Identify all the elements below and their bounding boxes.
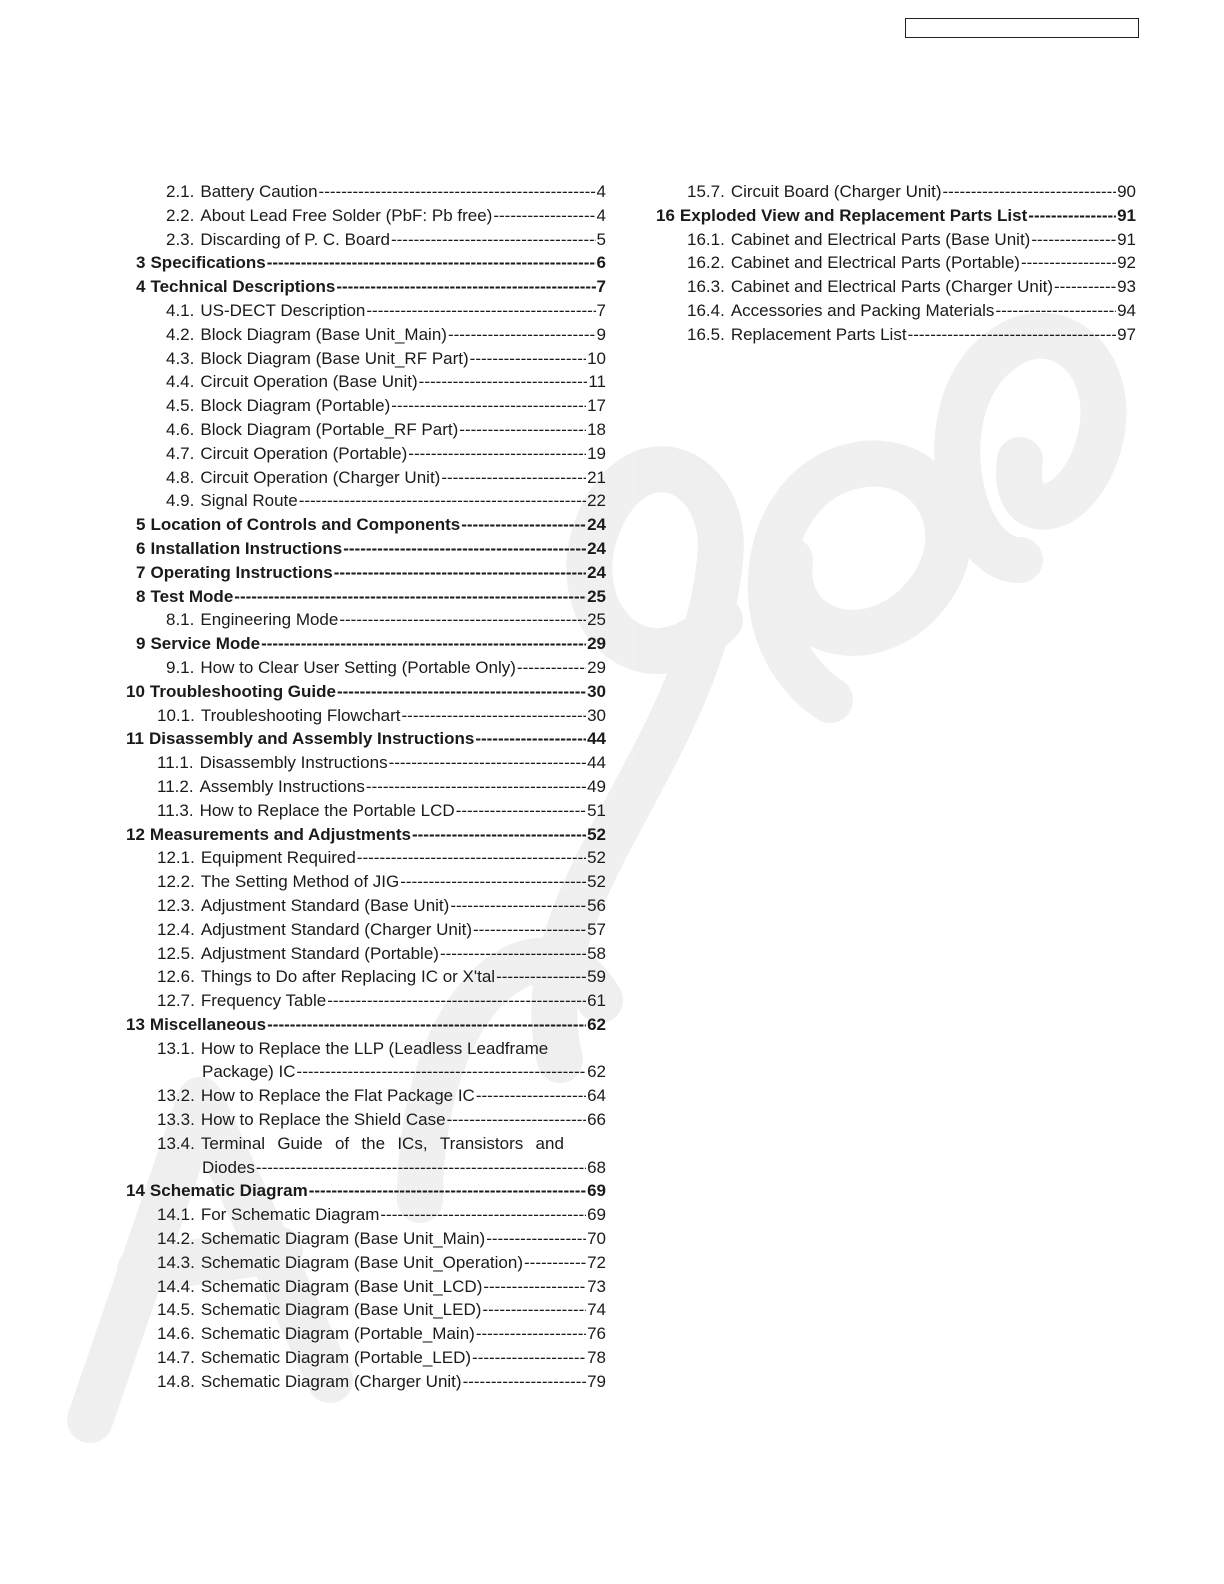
toc-entry-title: Miscellaneous — [149, 1014, 267, 1034]
toc-entry-title: Measurements and Adjustments — [149, 824, 411, 844]
toc-page-number: 94 — [1117, 300, 1136, 320]
toc-entry-title: How to Clear User Setting (Portable Only) — [200, 657, 516, 677]
toc-page-number: 18 — [587, 419, 606, 439]
toc-leader-dots — [476, 1084, 586, 1108]
toc-entry-number: 12 — [126, 824, 145, 844]
toc-chapter-entry[interactable] — [650, 204, 1136, 228]
toc-page-number: 4 — [596, 205, 606, 225]
toc-leader-dots — [448, 323, 596, 347]
toc-entry-number: 12.6. — [157, 967, 195, 987]
toc-entry-number: 5 — [136, 515, 146, 535]
toc-entry-title: Block Diagram (Base Unit_Main) — [200, 324, 447, 344]
toc-leader-dots — [493, 204, 595, 228]
toc-page-number: 74 — [587, 1300, 606, 1320]
toc-leader-dots — [995, 299, 1116, 323]
toc-entry-title: Things to Do after Replacing IC or X'tal — [200, 967, 496, 987]
toc-leader-dots — [463, 1370, 587, 1394]
toc-entry-number: 14.7. — [157, 1348, 195, 1368]
toc-page-number: 97 — [1117, 324, 1136, 344]
toc-section-entry[interactable] — [120, 347, 606, 371]
toc-entry-title-continued: Diodes — [202, 1157, 255, 1177]
toc-section-entry[interactable] — [120, 989, 606, 1013]
toc-entry-number: 11.3. — [157, 800, 194, 820]
toc-section-entry[interactable] — [120, 656, 606, 680]
toc-entry-number: 13.4. — [157, 1133, 195, 1153]
toc-section-entry[interactable] — [120, 228, 606, 252]
toc-section-entry[interactable] — [650, 251, 1136, 275]
toc-entry-number: 9.1. — [166, 657, 195, 677]
toc-page-number: 22 — [587, 491, 606, 511]
toc-entry-title: Operating Instructions — [150, 562, 333, 582]
toc-entry-title: Troubleshooting Flowchart — [200, 705, 401, 725]
toc-section-entry[interactable] — [120, 1227, 606, 1251]
toc-page-number: 17 — [587, 396, 606, 416]
toc-leader-dots — [472, 1346, 586, 1370]
toc-entry-title: Circuit Board (Charger Unit) — [730, 182, 942, 201]
toc-entry-title: Battery Caution — [200, 182, 318, 201]
toc-section-entry[interactable] — [120, 394, 606, 418]
toc-chapter-entry[interactable] — [120, 585, 606, 609]
toc-entry-title: About Lead Free Solder (PbF: Pb free) — [200, 205, 493, 225]
toc-word: the — [361, 1133, 386, 1153]
toc-entry-number: 11.2. — [157, 776, 194, 796]
toc-section-entry[interactable] — [120, 918, 606, 942]
toc-leader-dots — [343, 537, 586, 561]
toc-leader-dots — [319, 180, 596, 204]
toc-entry-number: 12.5. — [157, 943, 195, 963]
toc-section-entry[interactable] — [120, 489, 606, 513]
toc-page-number: 68 — [587, 1157, 606, 1177]
toc-entry-title — [201, 1037, 606, 1061]
toc-page-number: 44 — [587, 729, 606, 749]
toc-page-number: 25 — [587, 610, 606, 630]
toc-entry-number: 10.1. — [157, 705, 195, 725]
toc-section-entry[interactable] — [120, 442, 606, 466]
toc-entry-number: 2.1. — [166, 182, 195, 201]
toc-leader-dots — [391, 394, 586, 418]
toc-section-entry[interactable] — [120, 1275, 606, 1299]
toc-entry-number: 14.3. — [157, 1252, 195, 1272]
toc-entry-number: 4.7. — [166, 443, 195, 463]
toc-page-number: 4 — [596, 182, 606, 201]
toc-entry-title: Schematic Diagram — [149, 1181, 308, 1201]
toc-section-entry[interactable] — [120, 1084, 606, 1108]
toc-page-number: 24 — [587, 562, 606, 582]
toc-leader-dots — [366, 775, 586, 799]
toc-leader-dots — [943, 180, 1117, 204]
toc-page-number: 78 — [587, 1348, 606, 1368]
toc-entry-number: 4.3. — [166, 348, 195, 368]
toc-entry-line — [120, 1060, 606, 1084]
toc-page-number: 90 — [1117, 182, 1136, 201]
toc-entry-number: 9 — [136, 634, 146, 654]
toc-entry-number: 14 — [126, 1181, 145, 1201]
toc-page-number: 44 — [587, 753, 606, 773]
toc-entry-title: Block Diagram (Base Unit_RF Part) — [200, 348, 469, 368]
toc-page-number: 62 — [587, 1062, 606, 1082]
toc-entry-title: Frequency Table — [200, 991, 327, 1011]
toc-section-entry[interactable] — [120, 870, 606, 894]
toc-word: Guide — [277, 1133, 323, 1153]
toc-chapter-entry[interactable] — [120, 513, 606, 537]
toc-entry-title: Block Diagram (Portable_RF Part) — [200, 419, 459, 439]
toc-page-number: 56 — [587, 895, 606, 915]
toc-entry-number: 14.5. — [157, 1300, 195, 1320]
toc-entry-number: 16.2. — [687, 253, 725, 273]
toc-entry-number: 16.1. — [687, 229, 725, 249]
toc-entry-number: 2.2. — [166, 205, 195, 225]
toc-entry-title: Cabinet and Electrical Parts (Charger Unit) — [730, 277, 1053, 297]
toc-page-number: 51 — [587, 800, 606, 820]
toc-leader-dots — [473, 918, 586, 942]
toc-page-number: 73 — [587, 1276, 606, 1296]
toc-page-number: 29 — [587, 657, 606, 677]
toc-entry-title: Technical Descriptions — [150, 277, 336, 297]
toc-page-number: 9 — [596, 324, 606, 344]
toc-section-entry[interactable] — [120, 323, 606, 347]
toc-leader-dots — [327, 989, 586, 1013]
toc-entry-title: Schematic Diagram (Charger Unit) — [200, 1371, 462, 1391]
toc-page-number: 64 — [587, 1086, 606, 1106]
toc-page-number: 93 — [1117, 277, 1136, 297]
toc-entry-title: Schematic Diagram (Base Unit_Main) — [200, 1229, 486, 1249]
toc-entry-number: 3 — [136, 253, 146, 273]
toc-word: Terminal — [200, 1133, 266, 1153]
toc-chapter-entry[interactable] — [120, 1013, 606, 1037]
toc-entry-number: 7 — [136, 562, 146, 582]
toc-leader-dots — [459, 418, 586, 442]
toc-section-entry[interactable] — [120, 1346, 606, 1370]
toc-leader-dots — [366, 299, 595, 323]
toc-leader-dots — [380, 1203, 586, 1227]
toc-leader-dots — [267, 251, 596, 275]
toc-entry-title: Disassembly and Assembly Instructions — [148, 729, 475, 749]
toc-page-number: 69 — [587, 1181, 606, 1201]
toc-leader-dots — [441, 466, 586, 490]
toc-chapter-entry[interactable] — [120, 680, 606, 704]
toc-leader-dots — [496, 965, 586, 989]
toc-leader-dots — [517, 656, 586, 680]
toc-leader-dots — [412, 823, 586, 847]
toc-word: ICs, — [397, 1133, 428, 1153]
toc-page-number: 58 — [587, 943, 606, 963]
toc-entry-title: How to Replace the Shield Case — [200, 1110, 446, 1130]
toc-entry-title: Circuit Operation (Portable) — [200, 443, 408, 463]
toc-entry-title: How to Replace the Portable LCD — [199, 800, 455, 820]
toc-entry-number: 12.1. — [157, 848, 195, 868]
toc-entry-number: 14.6. — [157, 1324, 195, 1344]
toc-entry-number: 16.5. — [687, 324, 725, 344]
toc-chapter-entry[interactable] — [120, 823, 606, 847]
toc-section-entry[interactable] — [120, 180, 606, 204]
toc-entry-number: 12.4. — [157, 919, 195, 939]
toc-page-number: 62 — [587, 1014, 606, 1034]
toc-leader-dots — [339, 608, 586, 632]
toc-page-number: 10 — [587, 348, 606, 368]
toc-leader-dots — [402, 704, 587, 728]
toc-left-column — [120, 180, 606, 1394]
toc-entry-title: Signal Route — [200, 491, 298, 511]
toc-page-number: 59 — [587, 967, 606, 987]
toc-leader-dots — [475, 727, 586, 751]
toc-page-number: 19 — [587, 443, 606, 463]
toc-word: Transistors — [439, 1133, 524, 1153]
toc-entry-number: 13.1. — [157, 1038, 195, 1058]
toc-entry-number: 16 — [656, 205, 675, 225]
toc-leader-dots — [456, 799, 586, 823]
toc-section-entry[interactable] — [120, 370, 606, 394]
toc-entry-number: 13 — [126, 1014, 145, 1034]
toc-entry-number: 2.3. — [166, 229, 195, 249]
toc-leader-dots — [524, 1251, 586, 1275]
toc-section-entry[interactable] — [120, 846, 606, 870]
toc-page-number: 49 — [587, 776, 606, 796]
toc-section-entry[interactable] — [120, 942, 606, 966]
toc-chapter-entry[interactable] — [120, 632, 606, 656]
toc-leader-dots — [1028, 204, 1116, 228]
toc-entry-title: Equipment Required — [200, 848, 356, 868]
toc-entry-number: 13.2. — [157, 1086, 195, 1106]
toc-page-number: 92 — [1117, 253, 1136, 273]
toc-leader-dots — [470, 347, 586, 371]
toc-chapter-entry[interactable] — [120, 727, 606, 751]
toc-leader-dots — [476, 1322, 586, 1346]
toc-leader-dots — [450, 894, 586, 918]
toc-entry-title: Circuit Operation (Charger Unit) — [200, 467, 441, 487]
toc-chapter-entry[interactable] — [120, 561, 606, 585]
toc-entry-number: 14.1. — [157, 1205, 195, 1225]
toc-entry-number: 14.8. — [157, 1371, 195, 1391]
toc-page-number: 79 — [587, 1371, 606, 1391]
toc-page-number: 72 — [587, 1252, 606, 1272]
toc-entry-number: 4.6. — [166, 419, 195, 439]
toc-entry-title: Engineering Mode — [200, 610, 339, 630]
toc-entry-title: For Schematic Diagram — [200, 1205, 380, 1225]
toc-leader-dots — [400, 870, 586, 894]
toc-leader-dots — [419, 370, 588, 394]
toc-entry-title: Exploded View and Replacement Parts List — [679, 205, 1028, 225]
toc-page-number: 6 — [596, 253, 606, 273]
toc-leader-dots — [261, 632, 586, 656]
toc-entry-title: Accessories and Packing Materials — [730, 300, 995, 320]
toc-entry-number: 4.5. — [166, 396, 195, 416]
toc-leader-dots — [908, 323, 1117, 347]
toc-section-entry[interactable] — [120, 418, 606, 442]
toc-section-entry[interactable] — [120, 704, 606, 728]
toc-entry-number: 16.3. — [687, 277, 725, 297]
toc-leader-dots — [391, 228, 596, 252]
toc-page-number: 52 — [587, 872, 606, 892]
toc-entry-number: 14.4. — [157, 1276, 195, 1296]
toc-leader-dots — [267, 1013, 586, 1037]
toc-section-entry[interactable] — [120, 894, 606, 918]
toc-chapter-entry[interactable] — [120, 275, 606, 299]
toc-section-entry[interactable] — [120, 1132, 606, 1180]
toc-entry-title: Specifications — [150, 253, 266, 273]
toc-section-entry[interactable] — [120, 965, 606, 989]
toc-page-number: 24 — [587, 538, 606, 558]
toc-page-number: 25 — [587, 586, 606, 606]
toc-entry-number: 4.4. — [166, 372, 195, 392]
toc-section-entry[interactable] — [120, 466, 606, 490]
toc-page-number: 91 — [1117, 229, 1136, 249]
toc-leader-dots — [461, 513, 586, 537]
toc-entry-line — [120, 1156, 606, 1180]
toc-page-number: 11 — [588, 372, 606, 392]
toc-entry-title-continued: Package) IC — [202, 1062, 296, 1082]
toc-section-entry[interactable] — [650, 299, 1136, 323]
toc-entry-number: 16.4. — [687, 300, 725, 320]
header-model-box — [905, 18, 1139, 38]
toc-entry-number: 6 — [136, 538, 146, 558]
toc-entry-title: Schematic Diagram (Base Unit_LED) — [200, 1300, 482, 1320]
toc-entry-number: 11 — [126, 729, 144, 749]
toc-leader-dots — [1021, 251, 1116, 275]
toc-entry-title: Replacement Parts List — [730, 324, 907, 344]
toc-entry-title: Installation Instructions — [150, 538, 343, 558]
toc-leader-dots — [408, 442, 586, 466]
toc-leader-dots — [483, 1275, 586, 1299]
toc-section-entry[interactable] — [120, 1322, 606, 1346]
toc-page-number: 70 — [587, 1229, 606, 1249]
toc-page-number: 30 — [587, 681, 606, 701]
toc-entry-title: The Setting Method of JIG — [200, 872, 400, 892]
toc-entry-title: Discarding of P. C. Board — [200, 229, 390, 249]
toc-page-number: 66 — [587, 1110, 606, 1130]
toc-entry-title: Test Mode — [150, 586, 234, 606]
toc-page-number: 69 — [587, 1205, 606, 1225]
toc-leader-dots — [482, 1298, 586, 1322]
toc-leader-dots — [440, 942, 586, 966]
toc-leader-dots — [334, 561, 586, 585]
toc-page-number: 52 — [587, 824, 606, 844]
toc-page-number: 7 — [596, 277, 606, 297]
toc-entry-number: 4.9. — [166, 491, 195, 511]
toc-section-entry[interactable] — [650, 323, 1136, 347]
toc-entry-title: Cabinet and Electrical Parts (Base Unit) — [730, 229, 1031, 249]
toc-entry-number: 12.3. — [157, 895, 195, 915]
toc-leader-dots — [309, 1179, 586, 1203]
toc-chapter-entry[interactable] — [120, 251, 606, 275]
toc-section-entry[interactable] — [120, 608, 606, 632]
toc-section-entry[interactable] — [120, 799, 606, 823]
toc-section-entry[interactable] — [120, 1370, 606, 1394]
toc-section-entry[interactable] — [650, 228, 1136, 252]
toc-entry-title: Disassembly Instructions — [199, 753, 388, 773]
toc-page-number: 5 — [596, 229, 606, 249]
toc-entry-number: 12.7. — [157, 991, 195, 1011]
toc-leader-dots — [1054, 275, 1116, 299]
toc-leader-dots — [486, 1227, 586, 1251]
toc-entry-number: 13.3. — [157, 1110, 195, 1130]
toc-entry-title: Schematic Diagram (Base Unit_LCD) — [200, 1276, 483, 1296]
toc-entry-number: 14.2. — [157, 1229, 195, 1249]
toc-page-number: 30 — [587, 705, 606, 725]
toc-right-column — [650, 180, 1136, 347]
toc-entry-number: 4 — [136, 277, 146, 297]
toc-entry-title: Service Mode — [150, 634, 261, 654]
toc-entry-number: 4.2. — [166, 324, 195, 344]
toc-leader-dots — [256, 1156, 586, 1180]
toc-page-number: 29 — [587, 634, 606, 654]
toc-entry-line — [120, 1132, 606, 1156]
toc-chapter-entry[interactable] — [120, 1179, 606, 1203]
toc-entry-title: Troubleshooting Guide — [149, 681, 336, 701]
toc-entry-line — [120, 1037, 606, 1061]
toc-page-number: 21 — [587, 467, 606, 487]
toc-leader-dots — [297, 1060, 587, 1084]
toc-section-entry[interactable] — [120, 1037, 606, 1085]
toc-section-entry[interactable] — [120, 1108, 606, 1132]
toc-leader-dots — [336, 275, 595, 299]
toc-entry-title: How to Replace the Flat Package IC — [200, 1086, 475, 1106]
toc-section-entry[interactable] — [120, 1298, 606, 1322]
toc-page-number: 7 — [596, 300, 606, 320]
toc-section-entry[interactable] — [120, 1203, 606, 1227]
toc-entry-number: 4.1. — [166, 300, 195, 320]
toc-chapter-entry[interactable] — [120, 537, 606, 561]
toc-section-entry[interactable] — [120, 1251, 606, 1275]
toc-entry-number: 12.2. — [157, 872, 195, 892]
toc-entry-title: Schematic Diagram (Base Unit_Operation) — [200, 1252, 523, 1272]
toc-section-entry[interactable] — [120, 751, 606, 775]
toc-leader-dots — [234, 585, 586, 609]
toc-leader-dots — [337, 680, 586, 704]
toc-page-number: 52 — [587, 848, 606, 868]
toc-leader-dots — [357, 846, 586, 870]
toc-page-number: 24 — [587, 515, 606, 535]
toc-entry-number: 15.7. — [687, 182, 725, 201]
toc-entry-title: Location of Controls and Components — [150, 515, 461, 535]
toc-leader-dots — [389, 751, 587, 775]
toc-section-entry[interactable] — [120, 775, 606, 799]
toc-word: and — [535, 1133, 564, 1153]
toc-entry-number: 4.8. — [166, 467, 195, 487]
toc-section-entry[interactable] — [650, 180, 1136, 204]
toc-section-entry[interactable] — [120, 299, 606, 323]
toc-section-entry[interactable] — [650, 275, 1136, 299]
toc-entry-title: Circuit Operation (Base Unit) — [200, 372, 418, 392]
toc-leader-dots — [447, 1108, 587, 1132]
toc-entry-title: Block Diagram (Portable) — [200, 396, 391, 416]
toc-leader-dots — [1031, 228, 1116, 252]
toc-page-number: 61 — [587, 991, 606, 1011]
toc-entry-number: 8.1. — [166, 610, 195, 630]
toc-page-number: 91 — [1117, 205, 1136, 225]
toc-entry-number: 10 — [126, 681, 145, 701]
toc-entry-number: 8 — [136, 586, 146, 606]
toc-word: of — [334, 1133, 350, 1153]
toc-page-number: 76 — [587, 1324, 606, 1344]
toc-leader-dots — [299, 489, 586, 513]
toc-section-entry[interactable] — [120, 204, 606, 228]
toc-entry-title: Assembly Instructions — [199, 776, 365, 796]
toc-entry-title: Adjustment Standard (Base Unit) — [200, 895, 450, 915]
toc-entry-title: Adjustment Standard (Charger Unit) — [200, 919, 472, 939]
toc-entry-title: Schematic Diagram (Portable_LED) — [200, 1348, 472, 1368]
toc-entry-title: Adjustment Standard (Portable) — [200, 943, 439, 963]
toc-entry-title — [201, 1132, 606, 1156]
toc-entry-number: 11.1. — [157, 753, 194, 773]
toc-entry-title: Cabinet and Electrical Parts (Portable) — [730, 253, 1020, 273]
toc-entry-title: US-DECT Description — [200, 300, 366, 320]
toc-entry-title: Schematic Diagram (Portable_Main) — [200, 1324, 475, 1344]
toc-word: How to Replace the LLP (Leadless Leadframe — [200, 1038, 549, 1058]
toc-page-number: 57 — [587, 919, 606, 939]
